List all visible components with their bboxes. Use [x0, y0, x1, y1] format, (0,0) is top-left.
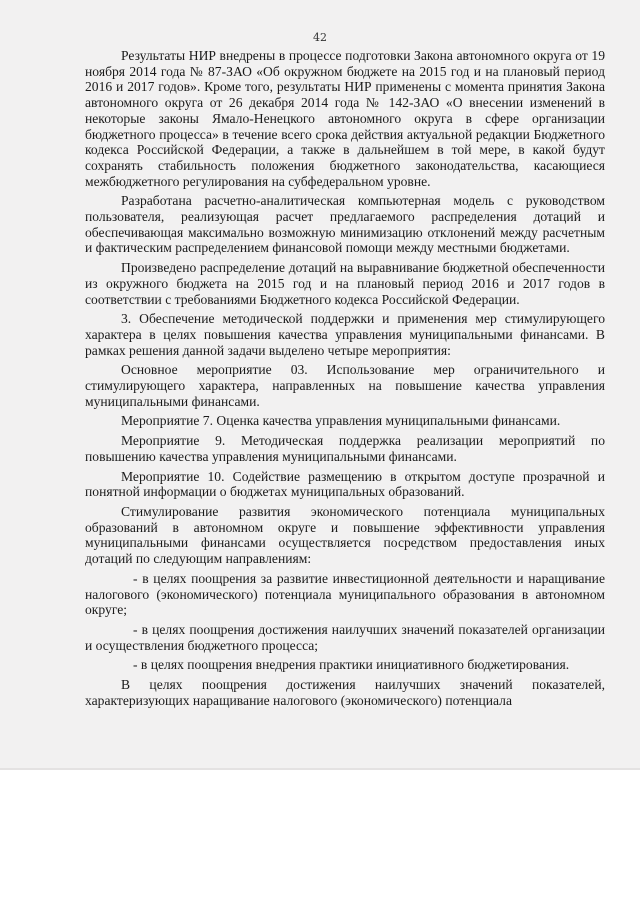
paragraph: Стимулирование развития экономического потенциала муниципальных образований в автономном округе и повышение эффективности управления муниципальными финансами осуществляется посредством предоставления иных дотаций по следующим направлениям: [85, 503, 605, 567]
paragraph: В целях поощрения достижения наилучших значений показателей, характеризующих наращивание налогового (экономического) потенциала [85, 677, 605, 708]
list-item: - в целях поощрения за развитие инвестиционной деятельности и наращивание налогового (экономического) потенциала муниципального образования в автономном округе; [85, 570, 605, 618]
paragraph: Мероприятие 7. Оценка качества управления муниципальными финансами. [121, 413, 561, 429]
paragraph: Основное мероприятие 03. Использование мер ограничительного и стимулирующего характера, направленных на повышение качества управления муниципальными финансами. [85, 362, 605, 409]
paragraph: 3. Обеспечение методической поддержки и применения мер стимулирующего характера в целях повышения качества управления муниципальными финансами. В рамках решения данной задачи выделено четыре мероприятия: [85, 311, 605, 358]
paragraph: Произведено распределение дотаций на выравнивание бюджетной обеспеченности из окружного бюджета на 2015 год и на плановый период 2016 и 2017 годов в соответствии с требованиями Бюджетного кодекса Российской Федерации. [85, 260, 605, 307]
list-item: - в целях поощрения достижения наилучших значений показателей организации и осуществления бюджетного процесса; [85, 621, 605, 653]
paragraph: Мероприятие 9. Методическая поддержка реализации мероприятий по повышению качества управления муниципальными финансами. [85, 433, 605, 464]
paragraph: Мероприятие 10. Содействие размещению в открытом доступе прозрачной и понятной информации о бюджетах муниципальных образований. [85, 468, 605, 500]
scan-edge [0, 768, 640, 770]
document-body [85, 48, 605, 708]
paragraph: Разработана расчетно-аналитическая компьютерная модель с руководством пользователя, реализующая расчет предлагаемого распределения дотаций и обеспечивающая максимально возможную минимизацию отклонений между расчетным и фактическим распределением финансовой помощи между местными бюджетами. [85, 193, 605, 256]
page-number: 42 [313, 31, 327, 44]
paragraph: Результаты НИР внедрены в процессе подготовки Закона автономного округа от 19 ноября 2014 года № 87-ЗАО «Об окружном бюджете на 2015 год и на плановый период 2016 и 2017 годов». Кроме того, результаты НИР применены с момента принятия Закона автономного округа от 26 декабря 2014 года № 142-ЗАО «О внесении изменений в некоторые законы Ямало-Ненецкого автономного округа в сфере организации бюджетного процесса» в течение всего срока действия актуальной редакции Бюджетного кодекса Российской Федерации, а также в дальнейшем в той мере, в какой будут сохранять стабильность положения бюджетного законодательства, касающиеся межбюджетного регулирования на субфедеральном уровне. [85, 48, 605, 189]
list-item: - в целях поощрения внедрения практики инициативного бюджетирования. [133, 657, 570, 673]
